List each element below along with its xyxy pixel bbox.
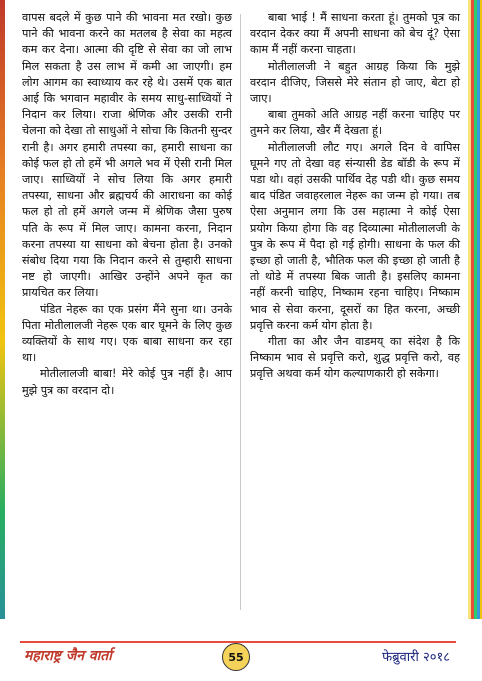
page-footer bbox=[0, 619, 482, 681]
paragraph: पंडित नेहरू का एक प्रसंग मैंने सुना था। उनके पिता मोतीलालजी नेहरू एक बार घूमने के लिए कुछ व्यक्तियों के साथ गए। एक बाबा साधना कर रहा था। bbox=[22, 302, 232, 365]
paragraph: वापस बदले में कुछ पाने की भावना मत रखो। कुछ पाने की भावना करने का मतलब है सेवा का महत्व कम कर देना। आत्मा की दृष्टि से सेवा का जो लाभ मिल सकता है उस लाभ में कमी आ जाएगी। हम लोग आगम का स्वाध्याय कर रहे थे। उसमें एक बात आई कि भगवान महावीर के समय साधु-साध्वियों ने निदान कर लिया। राजा श्रेणिक और उसकी रानी चेलना को देखा तो साधुओं ने सोचा कि कितनी सुन्दर रानी है। अगर हमारी तपस्या का, हमारी साधना का कोई फल हो तो हमें भी अगले भव में ऐसी रानी मिल जाए। साध्वियों ने सोच लिया कि अगर हमारी तपस्या, साधना और ब्रह्मचर्य की आराधना का कोई फल हो तो हमें अगले जन्म में श्रेणिक जैसा पुरुष पति के रूप में मिल जाए। कामना करना, निदान करना तपस्या या साधना को बेचना होता है। उनको संबोध दिया गया कि निदान करने से तुम्हारी साधना नष्ट हो जाएगी। आखिर उन्होंने अपने कृत का प्रायचित कर लिया। bbox=[22, 11, 232, 300]
left-border-stripe bbox=[0, 0, 5, 681]
column-divider bbox=[240, 14, 241, 610]
issue-date: फेब्रुवारी २०१८ bbox=[382, 650, 450, 665]
right-column bbox=[250, 10, 460, 383]
page-number: 55 bbox=[228, 650, 244, 664]
article-body bbox=[22, 10, 458, 610]
magazine-name: महाराष्ट्र जैन वार्ता bbox=[24, 648, 112, 664]
right-border-stripe bbox=[468, 0, 482, 681]
paragraph: गीता का और जैन वाडमय् का संदेश है कि निष्काम भाव से प्रवृत्ति करो, शुद्ध प्रवृत्ति करो, वह प्रवृत्ति अथवा कर्म योग कल्याणकारी हो सकेगा। bbox=[250, 335, 460, 381]
paragraph: मोतीलालजी लौट गए। अगले दिन वे वापिस घूमने गए तो देखा वह संन्यासी डेड बॉडी के रूप में पडा थो। वहां उसकी पार्थिव देह पडी थी। कुछ समय बाद पंडित जवाहरलाल नेहरू का जन्म हो गया। तब ऐसा अनुमान लगा कि उस महात्मा ने कोई ऐसा प्रयोग किया होगा कि वह दिव्यात्मा मोतीलालजी के पुत्र के रूप में पैदा हो गई होगी। साधना के फल की इच्छा हो जाती है, भौतिक फल की इच्छा हो जाती है तो थोडे में तपस्या बिक जाती है। इसलिए कामना नहीं करनी चाहिए, निष्काम रहना चाहिए। निष्काम भाव से सेवा करना, दूसरों का हित करना, अच्छी प्रवृत्ति करना कर्म योग होता है। bbox=[250, 140, 460, 332]
paragraph: बाबा तुमको अति आग्रह नहीं करना चाहिए पर तुमने कर लिया, खैर मैं देखता हूं। bbox=[250, 108, 460, 138]
paragraph: मोतीलालजी बाबा! मेरे कोई पुत्र नहीं है। आप मुझे पुत्र का वरदान दो। bbox=[22, 367, 232, 397]
paragraph: बाबा भाई ! मैं साधना करता हूं। तुमको पूत्र का वरदान देकर क्या मैं अपनी साधना को बेच दूं? ऐसा काम मैं नहीं करना चाहता। bbox=[250, 11, 460, 57]
page-number-badge bbox=[222, 643, 250, 671]
paragraph: मोतीलालजी ने बहुत आग्रह किया कि मुझे वरदान दीजिए, जिससे मेरे संतान हो जाए, बेटा हो जाए। bbox=[250, 59, 460, 106]
left-column bbox=[22, 10, 232, 399]
